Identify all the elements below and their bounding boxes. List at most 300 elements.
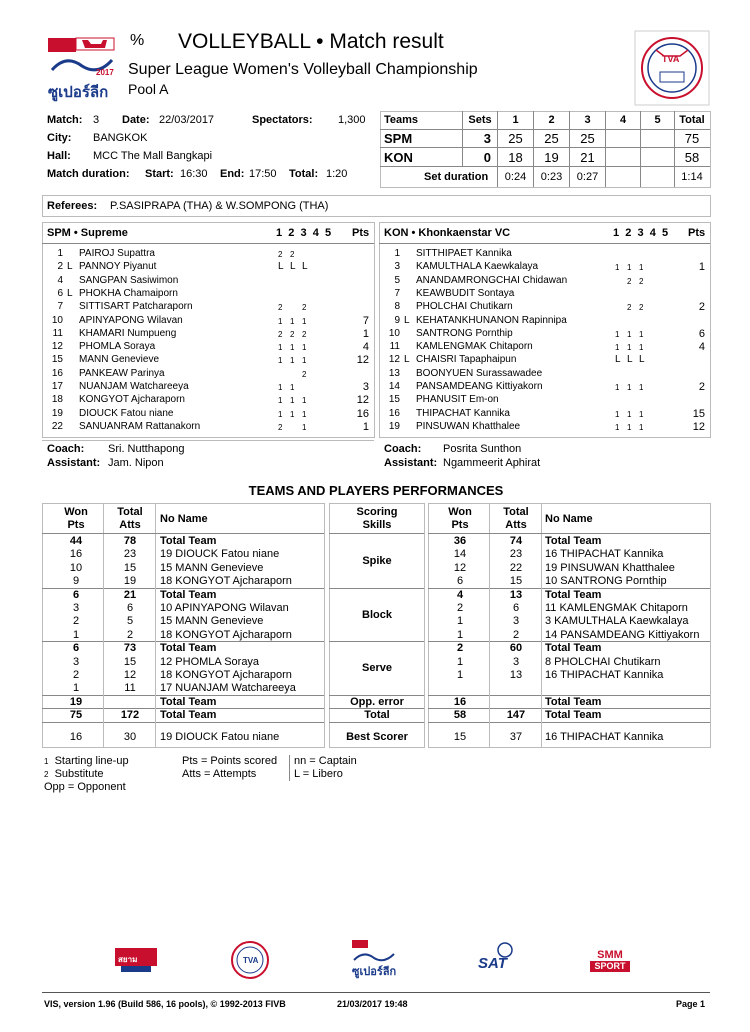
legend-starting-mark: 1: [44, 757, 49, 766]
player-points: 1: [698, 261, 705, 274]
perf-won: 15: [453, 730, 467, 743]
player-set-rotation: 1: [639, 263, 644, 273]
player-name: BOONYUEN Surassawadee: [416, 367, 543, 379]
player-points: 12: [692, 420, 705, 433]
perf-divider: [329, 722, 424, 723]
perf-atts: 74: [509, 535, 523, 547]
tva-logo: [634, 30, 710, 106]
perf-name: Total Team: [545, 642, 602, 655]
perf-name: 18 KONGYOT Ajcharaporn: [160, 575, 292, 588]
perf-won: 12: [453, 561, 467, 574]
perf-won: 1: [72, 682, 80, 695]
perf-won: 2: [72, 669, 80, 681]
perf-skill: Total: [364, 709, 390, 722]
player-name: MANN Genevieve: [79, 354, 160, 366]
player-name: PHOLCHAI Chutikarn: [416, 301, 513, 313]
perf-won: 2: [456, 642, 464, 655]
perf-name: Total Team: [160, 709, 217, 722]
player-set-rotation: 1: [615, 422, 620, 432]
player-name: THIPACHAT Kannika: [416, 407, 510, 419]
perf-skills-label: Skills: [362, 519, 392, 531]
player-set-rotation: L: [639, 354, 645, 366]
player-name: SANUANRAM Rattanakorn: [79, 420, 201, 432]
player-set-rotation: 1: [615, 383, 620, 392]
player-number: 15: [388, 394, 400, 406]
perf-name: 19 DIOUCK Fatou niane: [160, 548, 280, 561]
player-name: KHAMARI Numpueng: [79, 327, 177, 339]
score-kon-set1: 18: [508, 150, 523, 165]
date-value: 22/03/2017: [159, 114, 215, 126]
hall-value: MCC The Mall Bangkapi: [93, 150, 213, 162]
player-number: 8: [394, 301, 400, 313]
player-number: 3: [394, 261, 400, 273]
player-libero-flag: L: [404, 354, 410, 366]
player-name: PHOKHA Chamaiporn: [79, 287, 178, 299]
team-b-assistant: Ngammeerit Aphirat: [443, 457, 541, 469]
set-duration-2: 0:23: [540, 171, 563, 183]
perf-right-total-label: Total: [503, 506, 529, 518]
pool-name: Pool A: [128, 81, 169, 97]
player-number: 12: [51, 341, 63, 353]
team-a-coach: Sri. Nutthapong: [108, 443, 185, 455]
competition-name: Super League Women's Volleyball Championship: [128, 61, 478, 78]
player-set-rotation: 2: [278, 422, 283, 432]
score-sets-kon: 0: [483, 150, 491, 165]
perf-won: 75: [69, 709, 83, 722]
perf-header-divider: [329, 533, 424, 534]
perf-won: 1: [456, 655, 464, 668]
perf-name: 12 PHOMLA Soraya: [160, 655, 260, 668]
perf-atts: 15: [123, 655, 137, 668]
player-points: 1: [362, 420, 369, 433]
player-name: KAMLENGMAK Chitaporn: [416, 341, 533, 353]
perf-won: 6: [72, 642, 80, 655]
perf-won: 4: [456, 588, 464, 601]
perf-left-atts-label: Atts: [119, 519, 141, 531]
legend-substitute-mark: 2: [44, 770, 49, 779]
player-number: 16: [388, 407, 400, 419]
perf-name: 16 THIPACHAT Kannika: [545, 548, 664, 561]
sponsor-5-text: SMM: [597, 949, 623, 961]
team-b-set-header: 5: [662, 227, 669, 239]
score-team-spm: SPM: [384, 131, 413, 146]
player-points: 12: [356, 394, 369, 407]
sponsor-5-subtext: SPORT: [590, 961, 630, 972]
team-a-pts-header: Pts: [352, 227, 370, 239]
player-number: 13: [388, 367, 400, 379]
score-header-set3: 3: [584, 114, 591, 126]
player-name: SANGPAN Sasiwimon: [79, 274, 179, 286]
player-points: 15: [692, 407, 705, 420]
perf-atts: 172: [120, 709, 140, 722]
player-name: PHOMLA Soraya: [79, 341, 156, 353]
perf-atts: 2: [126, 628, 134, 641]
player-name: ANANDAMRONGCHAI Chidawan: [416, 274, 568, 286]
player-name: PINSUWAN Khatthalee: [416, 420, 521, 432]
city-label: City:: [47, 132, 72, 144]
score-header-set2: 2: [548, 114, 555, 126]
perf-won: 2: [72, 615, 80, 628]
perf-atts: 73: [123, 642, 137, 655]
perf-divider: [42, 722, 324, 723]
score-header-sets: Sets: [468, 114, 492, 126]
perf-atts: 22: [509, 561, 523, 574]
team-b-assistant-label: Assistant:: [384, 457, 438, 469]
perf-atts: 3: [512, 655, 520, 668]
perf-name: 8 PHOLCHAI Chutikarn: [545, 655, 661, 668]
player-set-rotation: 2: [278, 329, 283, 339]
perf-atts: 21: [123, 588, 137, 601]
total-duration-value: 1:20: [326, 168, 348, 180]
player-number: 18: [51, 394, 63, 406]
perf-atts: 147: [506, 709, 526, 722]
player-set-rotation: 1: [627, 409, 632, 419]
player-points: 3: [362, 381, 369, 393]
referees-label: Referees:: [47, 200, 98, 212]
player-name: APINYAPONG Wilavan: [79, 314, 183, 326]
player-number: 12: [388, 354, 400, 366]
player-number: 16: [51, 367, 63, 379]
team-b-set-headers: [613, 227, 668, 239]
score-header-set1: 1: [512, 114, 519, 126]
player-set-rotation: 2: [290, 250, 295, 259]
perf-name: 18 KONGYOT Ajcharaporn: [160, 669, 292, 681]
legend-attempts: Atts = Attempts: [182, 768, 257, 780]
page-title: VOLLEYBALL • Match result: [178, 30, 444, 53]
hall-label: Hall:: [47, 150, 71, 162]
perf-col-divider: [489, 503, 490, 747]
perf-name: Total Team: [160, 588, 217, 601]
perf-skill: Opp. error: [350, 695, 404, 708]
player-set-rotation: 1: [627, 263, 632, 273]
perf-left-won-header: [56, 506, 96, 532]
team-b-coach-label: Coach:: [384, 443, 422, 455]
player-set-rotation: 1: [278, 409, 283, 419]
player-libero-flag: L: [67, 287, 73, 299]
score-kon-set3: 21: [580, 150, 595, 165]
score-sets-spm: 3: [483, 131, 491, 146]
city-value: BANGKOK: [93, 132, 148, 144]
perf-name: 18 KONGYOT Ajcharaporn: [160, 628, 292, 641]
player-points: 6: [698, 327, 705, 340]
player-set-rotation: 1: [639, 383, 644, 392]
perf-name: 16 THIPACHAT Kannika: [545, 669, 664, 681]
legend-starting-text: Starting line-up: [54, 755, 129, 767]
perf-divider: [428, 722, 710, 723]
perf-name: 19 DIOUCK Fatou niane: [160, 730, 280, 743]
player-number: 5: [394, 274, 400, 286]
player-set-rotation: L: [615, 354, 621, 366]
player-set-rotation: 1: [302, 356, 307, 366]
player-set-rotation: 2: [627, 276, 632, 286]
player-set-rotation: 1: [290, 396, 295, 406]
player-set-rotation: 1: [290, 316, 295, 326]
player-set-rotation: 1: [639, 422, 644, 432]
footer-page: Page 1: [676, 999, 706, 1009]
player-points: 4: [362, 341, 369, 354]
start-label: Start:: [145, 168, 174, 180]
set-duration-1: 0:24: [504, 171, 527, 183]
player-points: 16: [356, 407, 369, 420]
player-number: 6: [57, 287, 63, 299]
sponsor-5-logo: [590, 950, 630, 972]
legend-substitute-text: Substitute: [54, 768, 104, 780]
legend-starting: [44, 755, 129, 767]
performance-title: TEAMS AND PLAYERS PERFORMANCES: [248, 483, 504, 498]
perf-name: 16 THIPACHAT Kannika: [545, 730, 664, 743]
score-header-set5: 5: [654, 114, 661, 126]
perf-header-divider: [428, 533, 710, 534]
logo-year: 2017: [96, 68, 114, 77]
team-a-set-headers: [276, 227, 331, 239]
percent-mark: %: [130, 32, 145, 49]
perf-atts: 23: [509, 548, 523, 561]
perf-won: 19: [69, 695, 83, 708]
player-set-rotation: 1: [302, 396, 307, 406]
perf-won: 16: [69, 548, 83, 561]
perf-atts: 23: [123, 548, 137, 561]
player-number: 22: [51, 420, 63, 432]
player-set-rotation: 2: [278, 250, 283, 259]
perf-atts: 3: [512, 615, 520, 628]
player-number: 10: [388, 327, 400, 339]
perf-won: 1: [456, 615, 464, 628]
perf-col-divider: [155, 503, 156, 747]
perf-scoring-label: Scoring: [356, 506, 398, 518]
sponsor-3-text: ซูเปอร์ลีก: [352, 966, 397, 978]
footer-version: VIS, version 1.96 (Build 586, 16 pools), © 1992-2013 FIVB: [44, 999, 286, 1009]
perf-atts: 30: [123, 730, 137, 743]
player-name: KEAWBUDIT Sontaya: [416, 287, 515, 299]
player-number: 1: [394, 248, 400, 259]
score-header-teams: Teams: [384, 114, 419, 126]
score-team-kon: KON: [384, 150, 413, 165]
player-set-rotation: 1: [290, 383, 295, 392]
player-number: 10: [51, 314, 63, 326]
perf-atts: 15: [509, 575, 523, 588]
perf-right-won-label: Won: [448, 506, 472, 518]
player-set-rotation: 2: [290, 329, 295, 339]
player-name: PANNOY Piyanut: [79, 261, 157, 273]
perf-right-pts-label: Pts: [451, 519, 469, 531]
player-points: 1: [362, 327, 369, 340]
legend-points: Pts = Points scored: [182, 755, 278, 767]
player-set-rotation: 2: [639, 303, 644, 313]
player-points: 2: [698, 381, 705, 393]
perf-col-divider: [541, 503, 542, 747]
player-set-rotation: L: [278, 261, 284, 273]
player-set-rotation: 1: [639, 343, 644, 353]
player-set-rotation: 2: [278, 303, 283, 313]
player-set-rotation: 1: [615, 343, 620, 353]
start-value: 16:30: [180, 168, 208, 180]
player-set-rotation: 1: [639, 409, 644, 419]
player-name: KONGYOT Ajcharaporn: [79, 394, 185, 406]
player-name: PANSAMDEANG Kittiyakorn: [416, 381, 543, 392]
legend-captain: nn = Captain: [294, 755, 357, 767]
perf-name: 3 KAMULTHALA Kaewkalaya: [545, 615, 689, 628]
total-duration-label: Total:: [289, 168, 319, 180]
perf-won: 58: [453, 709, 467, 722]
perf-divider: [329, 641, 424, 642]
perf-left-total-label: Total: [117, 506, 143, 518]
player-set-rotation: 1: [302, 343, 307, 353]
perf-won: 36: [453, 535, 467, 547]
sponsor-4-text: SAT: [478, 955, 507, 972]
player-name: DIOUCK Fatou niane: [79, 407, 174, 419]
player-points: 4: [698, 341, 705, 354]
score-spm-set1: 25: [508, 131, 523, 146]
player-set-rotation: 1: [615, 409, 620, 419]
date-label: Date:: [122, 114, 150, 126]
player-set-rotation: 1: [278, 343, 283, 353]
player-number: 19: [388, 420, 400, 432]
perf-atts: 37: [509, 730, 523, 743]
team-a-coach-label: Coach:: [47, 443, 85, 455]
legend-libero: L = Libero: [294, 768, 343, 780]
perf-atts: 2: [512, 628, 520, 641]
player-number: 7: [57, 301, 63, 313]
sponsor-1-text: สยาม: [118, 955, 138, 964]
player-number: 2: [57, 261, 63, 273]
footer-date: 21/03/2017 19:48: [337, 999, 408, 1009]
player-set-rotation: 1: [627, 329, 632, 339]
perf-name: 19 PINSUWAN Khatthalee: [545, 561, 675, 574]
score-header-total: Total: [679, 114, 705, 126]
player-set-rotation: L: [627, 354, 633, 366]
player-number: 4: [57, 274, 63, 286]
player-number: 11: [52, 327, 63, 339]
perf-right-won-header: [440, 506, 480, 532]
perf-won: 14: [453, 548, 467, 561]
player-set-rotation: L: [290, 261, 296, 273]
team-b-set-header: 4: [649, 227, 656, 239]
player-number: 17: [51, 381, 63, 392]
player-libero-flag: L: [67, 261, 73, 273]
player-name: PHANUSIT Em-on: [416, 394, 499, 406]
perf-won: 1: [456, 628, 464, 641]
team-a-assistant-label: Assistant:: [47, 457, 101, 469]
player-set-rotation: 1: [615, 263, 620, 273]
set-duration-label: Set duration: [424, 171, 489, 183]
score-spm-set3: 25: [580, 131, 595, 146]
set-duration-total: 1:14: [681, 171, 703, 183]
perf-atts: 11: [124, 682, 136, 695]
end-label: End:: [220, 168, 245, 180]
perf-name: Total Team: [545, 588, 602, 601]
player-set-rotation: 2: [302, 303, 307, 313]
player-number: 15: [51, 354, 63, 366]
score-kon-total: 58: [684, 150, 700, 165]
score-spm-set2: 25: [544, 131, 559, 146]
perf-won: 1: [456, 669, 464, 681]
player-number: 11: [389, 341, 400, 353]
perf-name: 17 NUANJAM Watchareeya: [160, 682, 296, 695]
perf-name: Total Team: [545, 709, 602, 722]
perf-skill: Best Scorer: [346, 730, 408, 743]
player-points: 7: [362, 314, 369, 327]
team-a-title: SPM • Supreme: [47, 227, 128, 239]
perf-atts: 13: [509, 669, 523, 681]
team-b-set-header: 3: [637, 227, 644, 239]
legend-substitute: [44, 768, 104, 780]
score-spm-total: 75: [684, 131, 700, 146]
team-a-assistant: Jam. Nipon: [108, 457, 164, 469]
spectators-label: Spectators:: [252, 114, 313, 126]
team-b-title: KON • Khonkaenstar VC: [384, 227, 511, 239]
perf-name: Total Team: [160, 642, 217, 655]
player-set-rotation: 1: [302, 422, 307, 432]
perf-won: 16: [69, 730, 83, 743]
perf-atts: 78: [123, 535, 137, 547]
team-a-set-header: 5: [325, 227, 332, 239]
spectators-value: 1,300: [338, 114, 366, 126]
player-name: SITTISART Patcharaporn: [79, 301, 193, 313]
player-set-rotation: 1: [302, 316, 307, 326]
player-libero-flag: L: [404, 314, 410, 326]
perf-right-noname-header: No Name: [545, 513, 593, 525]
team-a-set-header: 4: [312, 227, 319, 239]
perf-name: 11 KAMLENGMAK Chitaporn: [545, 602, 688, 614]
perf-atts: 12: [123, 669, 137, 681]
end-value: 17:50: [249, 168, 277, 180]
perf-won: 10: [69, 561, 83, 574]
perf-atts: 6: [126, 602, 134, 614]
player-set-rotation: 1: [290, 409, 295, 419]
tva-logo-graphic: [634, 30, 710, 106]
team-a-set-header: 1: [276, 227, 283, 239]
player-name: CHAISRI Tapaphaipun: [416, 354, 517, 366]
perf-name: Total Team: [160, 535, 217, 547]
perf-atts: 60: [509, 642, 523, 655]
match-number: 3: [93, 114, 100, 126]
perf-won: 9: [72, 575, 80, 588]
player-set-rotation: 1: [302, 409, 307, 419]
perf-won: 1: [72, 628, 80, 641]
perf-atts: 13: [509, 588, 523, 601]
player-set-rotation: 1: [278, 316, 283, 326]
duration-label: Match duration:: [47, 168, 130, 180]
perf-name: Total Team: [545, 535, 602, 547]
player-name: SANTRONG Pornthip: [416, 327, 513, 339]
player-set-rotation: 2: [639, 276, 644, 286]
legend-opponent: Opp = Opponent: [44, 781, 126, 793]
perf-mid-header: [330, 506, 424, 532]
perf-name: Total Team: [160, 695, 217, 708]
perf-left-total-header: [110, 506, 150, 532]
perf-name: 10 APINYAPONG Wilavan: [160, 602, 289, 614]
perf-won: 3: [72, 602, 80, 614]
perf-left-won-label: Won: [64, 506, 88, 518]
perf-atts: 5: [126, 615, 134, 628]
logo-wordmark: ซูเปอร์ลีก: [48, 84, 109, 101]
team-a-set-header: 2: [288, 227, 295, 239]
player-set-rotation: 1: [278, 383, 283, 392]
perf-atts: 6: [512, 602, 520, 614]
score-header-set4: 4: [619, 114, 627, 126]
score-kon-set2: 19: [544, 150, 559, 165]
match-label: Match:: [47, 114, 83, 126]
player-points: 12: [356, 354, 369, 367]
player-number: 14: [388, 381, 400, 392]
perf-right-atts-label: Atts: [505, 519, 527, 531]
perf-left-noname-header: No Name: [160, 513, 208, 525]
player-points: 2: [698, 301, 705, 314]
player-number: 1: [57, 248, 63, 259]
player-set-rotation: 2: [627, 303, 632, 313]
team-b-set-header: 2: [625, 227, 632, 239]
perf-skill: Spike: [362, 555, 392, 568]
